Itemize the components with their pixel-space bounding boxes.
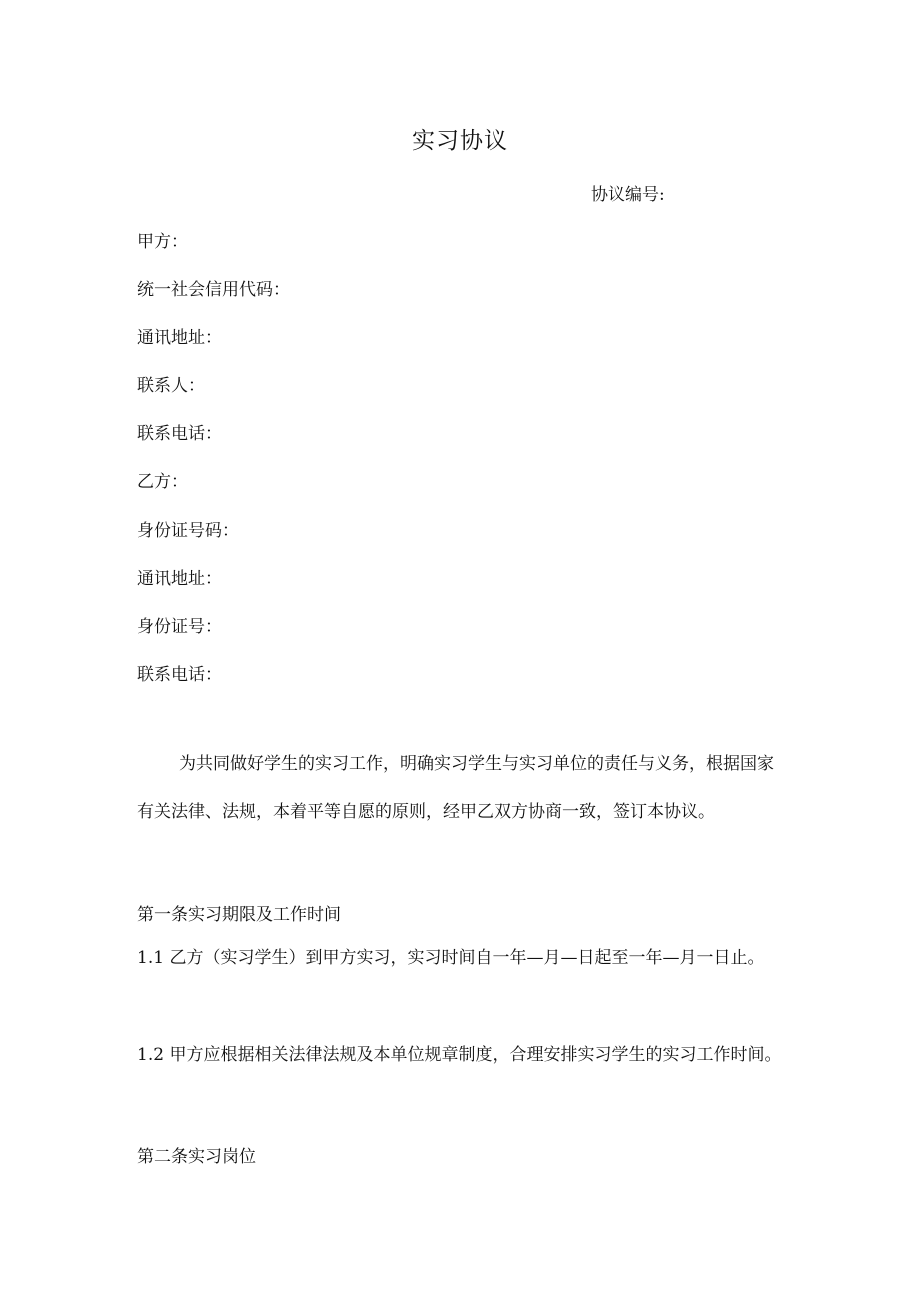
party-a-address-label: 通讯地址： xyxy=(137,328,222,348)
party-a-credit-code-label: 统一社会信用代码： xyxy=(137,280,290,300)
party-a-phone-label: 联系电话： xyxy=(137,424,222,444)
party-a-label: 甲方： xyxy=(137,232,188,252)
document-title: 实习协议 xyxy=(412,128,508,154)
clause-1-1: 1.1 乙方（实习学生）到甲方实习，实习时间自一年—月—日起至一年—月一日止。 xyxy=(137,948,765,968)
party-b-id-number-label: 身份证号码： xyxy=(137,521,239,541)
party-b-address-label: 通讯地址： xyxy=(137,569,222,589)
party-a-contact-label: 联系人： xyxy=(137,376,205,396)
party-b-label: 乙方： xyxy=(137,472,188,492)
party-b-phone-label: 联系电话： xyxy=(137,665,222,685)
agreement-number-label: 协议编号: xyxy=(591,185,665,205)
preamble-paragraph: 为共同做好学生的实习工作，明确实习学生与实习单位的责任与义务，根据国家有关法律、法规，本着平等自愿的原则，经甲乙双方协商一致，签订本协议。 xyxy=(137,754,774,822)
clause-1-2: 1.2 甲方应根据相关法律法规及本单位规章制度，合理安排实习学生的实习工作时间。 xyxy=(137,1045,782,1065)
article2-heading: 第二条实习岗位 xyxy=(137,1147,256,1167)
article1-heading: 第一条实习期限及工作时间 xyxy=(137,905,341,925)
party-b-id-label: 身份证号： xyxy=(137,617,222,637)
